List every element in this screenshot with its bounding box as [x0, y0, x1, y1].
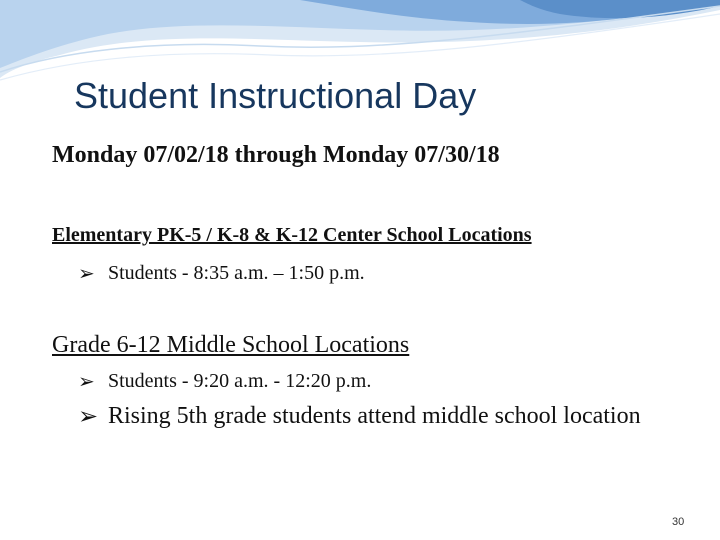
bullet-text: Rising 5th grade students attend middle school location	[108, 403, 641, 429]
arrow-bullet-icon: ➢	[78, 261, 95, 285]
bullet-text: Students - 8:35 a.m. – 1:50 p.m.	[108, 262, 365, 284]
date-range-subtitle: Monday 07/02/18 through Monday 07/30/18	[52, 142, 500, 168]
section-heading-middle-school: Grade 6-12 Middle School Locations	[52, 332, 410, 358]
bullet-text: Students - 9:20 a.m. - 12:20 p.m.	[108, 370, 372, 392]
arrow-bullet-icon: ➢	[78, 402, 99, 430]
slide-title: Student Instructional Day	[74, 75, 477, 116]
section-heading-elementary: Elementary PK-5 / K-8 & K-12 Center School Locations	[52, 224, 532, 246]
page-number: 30	[672, 516, 685, 528]
arrow-bullet-icon: ➢	[78, 369, 95, 393]
